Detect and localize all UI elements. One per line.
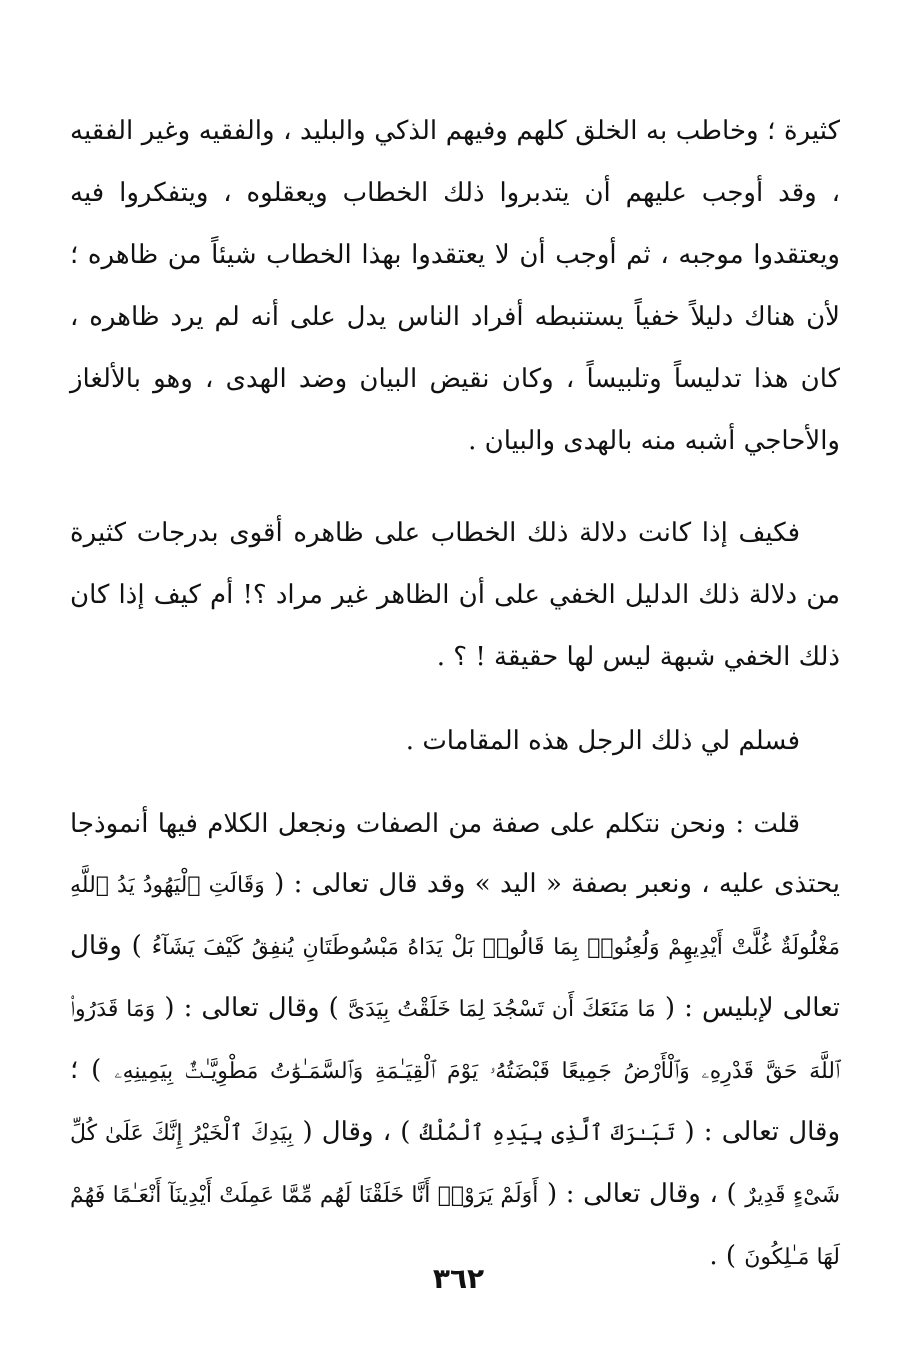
quran-verse-3: وَمَا قَدَرُوا۟ ٱللَّهَ حَقَّ قَدْرِهِۦ وَٱلْأَرْضُ جَمِيعًا قَبْضَتُهُۥ يَوْمَ ٱلْقِيَـٰمَةِ وَٱلسَّمَـٰوَٰتُ مَطْوِيَّـٰتٌۢ بِيَمِينِهِۦ	[70, 997, 840, 1084]
quran-verse-4: تَبَـٰرَكَ ٱلَّذِى بِيَدِهِ ٱلْمُلْكُ	[419, 1121, 676, 1146]
quran-verse-2: مَا مَنَعَكَ أَن تَسْجُدَ لِمَا خَلَقْتُ بِيَدَىَّ	[347, 997, 656, 1022]
paragraph-4-closing: ) .	[709, 1241, 736, 1271]
paragraph-1: كثيرة ؛ وخاطب به الخلق كلهم وفيهم الذكي والبليد ، والفقيه وغير الفقيه ، وقد أوجب عليهم أن يتدبروا ذلك الخطاب ويعقلوه ، ويتفكروا فيه ويعتقدوا موجبه ، ثم أوجب أن لا يعتقدوا بهذا الخطاب شيئاً من ظاهره ؛ لأن هناك دليلاً خفياً يستنبطه أفراد الناس يدل على أنه لم يرد ظاهره ، كان هذا تدليساً وتلبيساً ، وكان نقيض البيان وضد الهدى ، وهو بالألغاز والأحاجي أشبه منه بالهدى والبيان .	[70, 116, 840, 456]
quran-verse-5: بِيَدِكَ ٱلْخَيْرُ إِنَّكَ عَلَىٰ كُلِّ شَىْءٍ قَدِيرٌ	[70, 1121, 841, 1208]
paragraph-4-between-5: ) ، وقال تعالى : (	[547, 1179, 737, 1209]
paragraph-4-intro: قلت : ونحن نتكلم على صفة من الصفات ونجعل الكلام فيها أنموذجا يحتذى عليه ، ونعبر بصفة « اليد » وقد قال تعالى : (	[70, 809, 841, 899]
page-body	[70, 100, 840, 1288]
paragraph-4	[70, 794, 840, 1288]
quran-verse-1: وَقَالَتِ ٱلْيَهُودُ يَدُ ٱللَّهِ مَغْلُولَةٌ غُلَّتْ أَيْدِيهِمْ وَلُعِنُوا۟ بِمَا قَالُوا۟ بَلْ يَدَاهُ مَبْسُوطَتَانِ يُنفِقُ كَيْفَ يَشَآءُ	[70, 873, 841, 960]
paragraph-2: فكيف إذا كانت دلالة ذلك الخطاب على ظاهره أقوى بدرجات كثيرة من دلالة ذلك الدليل الخفي على أن الظاهر غير مراد ؟! أم كيف إذا كان ذلك الخفي شبهة ليس لها حقيقة ! ؟ .	[70, 518, 840, 672]
paragraph-4-between-3: ) ؛ وقال تعالى : (	[70, 1055, 840, 1147]
paragraph-4-between-2: ) وقال تعالى : (	[164, 993, 339, 1023]
quran-verse-6: أَوَلَمْ يَرَوْا۟ أَنَّا خَلَقْنَا لَهُم مِّمَّا عَمِلَتْ أَيْدِينَآ أَنْعَـٰمًا فَهُمْ لَهَا مَـٰلِكُونَ	[70, 1183, 840, 1270]
page-number: ٣٦٢	[432, 1262, 485, 1295]
paragraph-4-between-4: ) ، وقال (	[302, 1117, 411, 1147]
paragraph-4-between-1: ) وقال تعالى لإبليس : (	[70, 931, 840, 1023]
paragraph-3: فسلم لي ذلك الرجل هذه المقامات .	[405, 726, 800, 756]
